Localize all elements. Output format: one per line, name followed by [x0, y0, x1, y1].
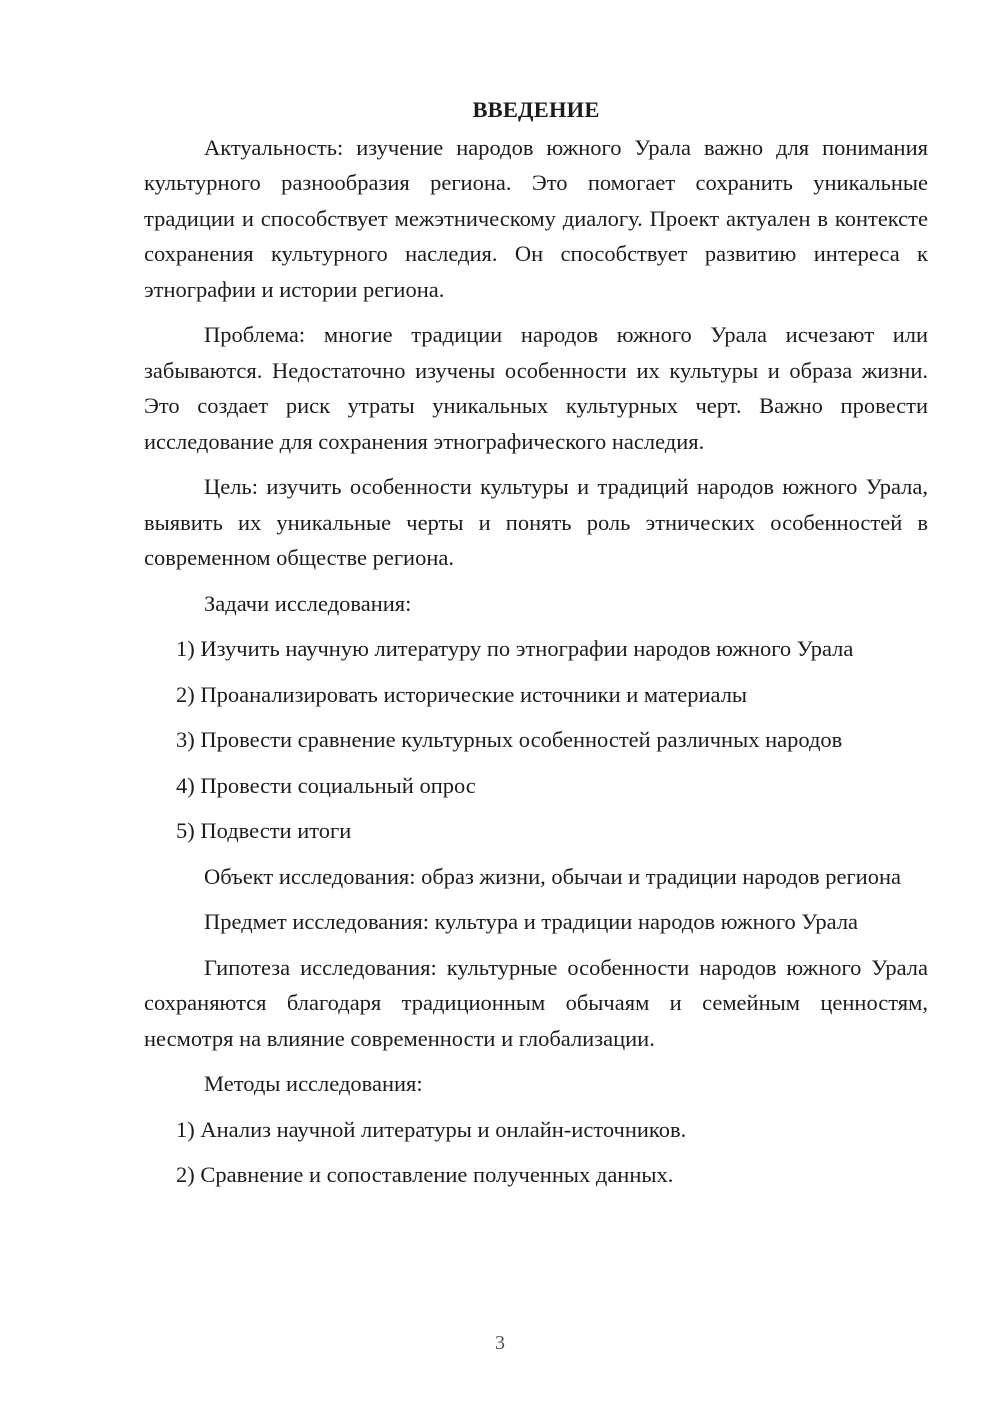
method-item: 1) Анализ научной литературы и онлайн-источников. [176, 1116, 687, 1142]
hypothesis-paragraph: Гипотеза исследования: культурные особенности народов южного Урала сохраняются благодаря традиционным обычаям и семейным ценностям, несмотря на влияние современности и глобализации. [144, 954, 928, 1051]
tasks-heading: Задачи исследования: [204, 590, 412, 616]
task-item: 2) Проанализировать исторические источники и материалы [176, 681, 748, 707]
page-content [144, 92, 928, 1203]
goal-paragraph: Цель: изучить особенности культуры и традиций народов южного Урала, выявить их уникальные черты и понять роль этнических особенностей в современном обществе региона. [144, 474, 928, 570]
subject-paragraph: Предмет исследования: культура и традиции народов южного Урала [204, 909, 859, 934]
task-item: 3) Провести сравнение культурных особенностей различных народов [176, 727, 843, 752]
method-item: 2) Сравнение и сопоставление полученных данных. [176, 1162, 674, 1187]
object-paragraph: Объект исследования: образ жизни, обычаи и традиции народов региона [204, 863, 901, 889]
task-item: 1) Изучить научную литературу по этнографии народов южного Урала [176, 636, 854, 661]
task-item: 4) Провести социальный опрос [176, 772, 476, 798]
page-title: ВВЕДЕНИЕ [472, 97, 600, 122]
page-number: 3 [495, 1332, 505, 1354]
problem-paragraph: Проблема: многие традиции народов южного Урала исчезают или забываются. Недостаточно изучены особенности их культуры и образа жизни. Это создает риск утраты уникальных культурных черт. Важно провести исследование для сохранения этнографического наследия. [144, 322, 928, 454]
methods-heading: Методы исследования: [204, 1071, 423, 1096]
task-item: 5) Подвести итоги [176, 818, 352, 843]
relevance-paragraph: Актуальность: изучение народов южного Урала важно для понимания культурного разнообразия региона. Это помогает сохранить уникальные традиции и способствует межэтническому диалогу. Проект актуален в контексте сохранения культурного наследия. Он способствует развитию интереса к этнографии и истории региона. [144, 134, 928, 302]
